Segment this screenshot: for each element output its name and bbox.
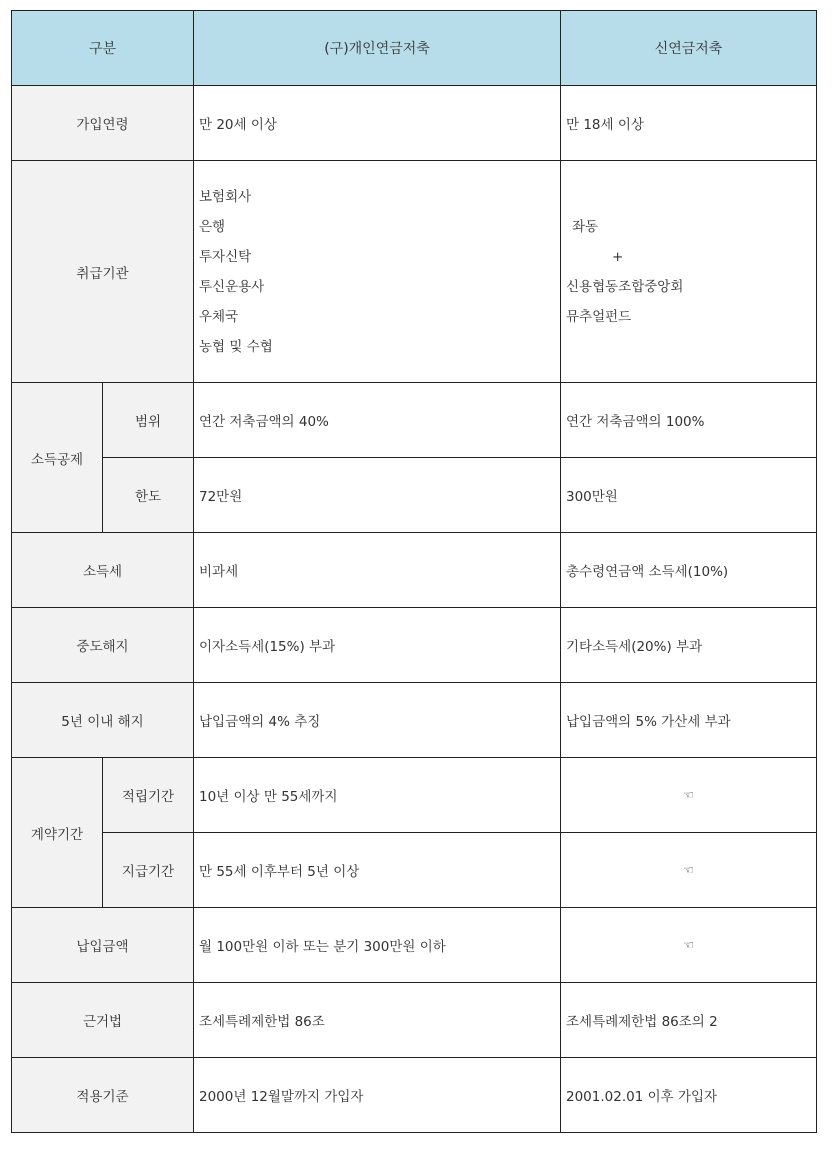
old-legal-basis: 조세특례제한법 86조 [194, 983, 561, 1058]
header-old-plan: (구)개인연금저축 [194, 11, 561, 86]
label-within-5-years: 5년 이내 해지 [12, 683, 194, 758]
old-institution-item: 투자신탁 [199, 248, 252, 265]
old-accumulation-period: 10년 이상 만 55세까지 [194, 758, 561, 833]
new-legal-basis: 조세특례제한법 86조의 2 [561, 983, 817, 1058]
header-row [12, 11, 817, 86]
new-applicable: 2001.02.01 이후 가입자 [561, 1058, 817, 1133]
old-institution-item: 투신운용사 [199, 278, 265, 295]
label-institutions: 취급기관 [12, 161, 194, 383]
new-deduction-scope: 연간 저축금액의 100% [561, 383, 817, 458]
same-as-left-icon: ☜ [561, 833, 817, 908]
label-deduction: 소득공제 [12, 383, 103, 533]
label-payment: 납입금액 [12, 908, 194, 983]
new-deduction-limit: 300만원 [561, 458, 817, 533]
row-applicable [12, 1058, 817, 1133]
same-as-left-icon: ☜ [561, 758, 817, 833]
old-institution-item: 보험회사 [199, 188, 252, 205]
new-institution-item: 뮤추얼펀드 [566, 308, 632, 325]
header-new-plan: 신연금저축 [561, 11, 817, 86]
row-deduction-limit [12, 458, 817, 533]
row-within-5-years [12, 683, 817, 758]
old-deduction-limit: 72만원 [194, 458, 561, 533]
old-institution-item: 농협 및 수협 [199, 338, 273, 355]
old-institution-item: 우체국 [199, 308, 239, 325]
label-applicable: 적용기준 [12, 1058, 194, 1133]
pension-comparison-table [11, 10, 817, 1133]
row-early-termination [12, 608, 817, 683]
old-institutions [194, 161, 561, 383]
new-institutions [561, 161, 817, 383]
new-income-tax: 총수령연금액 소득세(10%) [561, 533, 817, 608]
old-age: 만 20세 이상 [194, 86, 561, 161]
label-age: 가입연령 [12, 86, 194, 161]
old-deduction-scope: 연간 저축금액의 40% [194, 383, 561, 458]
new-within-5-years: 납입금액의 5% 가산세 부과 [561, 683, 817, 758]
row-contract-payout [12, 833, 817, 908]
old-applicable: 2000년 12월말까지 가입자 [194, 1058, 561, 1133]
label-deduction-scope: 범위 [103, 383, 194, 458]
label-accumulation-period: 적립기간 [103, 758, 194, 833]
old-within-5-years: 납입금액의 4% 추징 [194, 683, 561, 758]
old-institution-item: 은행 [199, 218, 226, 235]
row-legal-basis [12, 983, 817, 1058]
new-institution-item: 신용협동조합중앙회 [566, 278, 684, 295]
old-early-termination: 이자소득세(15%) 부과 [194, 608, 561, 683]
new-early-termination: 기타소득세(20%) 부과 [561, 608, 817, 683]
row-age [12, 86, 817, 161]
label-legal-basis: 근거법 [12, 983, 194, 1058]
header-category: 구분 [12, 11, 194, 86]
label-payout-period: 지급기간 [103, 833, 194, 908]
old-income-tax: 비과세 [194, 533, 561, 608]
label-income-tax: 소득세 [12, 533, 194, 608]
old-payment: 월 100만원 이하 또는 분기 300만원 이하 [194, 908, 561, 983]
row-contract-accumulation [12, 758, 817, 833]
row-income-tax [12, 533, 817, 608]
row-institutions [12, 161, 817, 383]
label-early-termination: 중도해지 [12, 608, 194, 683]
new-age: 만 18세 이상 [561, 86, 817, 161]
new-institution-item: 좌동 [572, 218, 599, 235]
label-deduction-limit: 한도 [103, 458, 194, 533]
old-payout-period: 만 55세 이후부터 5년 이상 [194, 833, 561, 908]
same-as-left-icon: ☜ [561, 908, 817, 983]
label-contract-period: 계약기간 [12, 758, 103, 908]
new-institution-plus: + [612, 248, 624, 265]
row-payment [12, 908, 817, 983]
row-deduction-scope [12, 383, 817, 458]
